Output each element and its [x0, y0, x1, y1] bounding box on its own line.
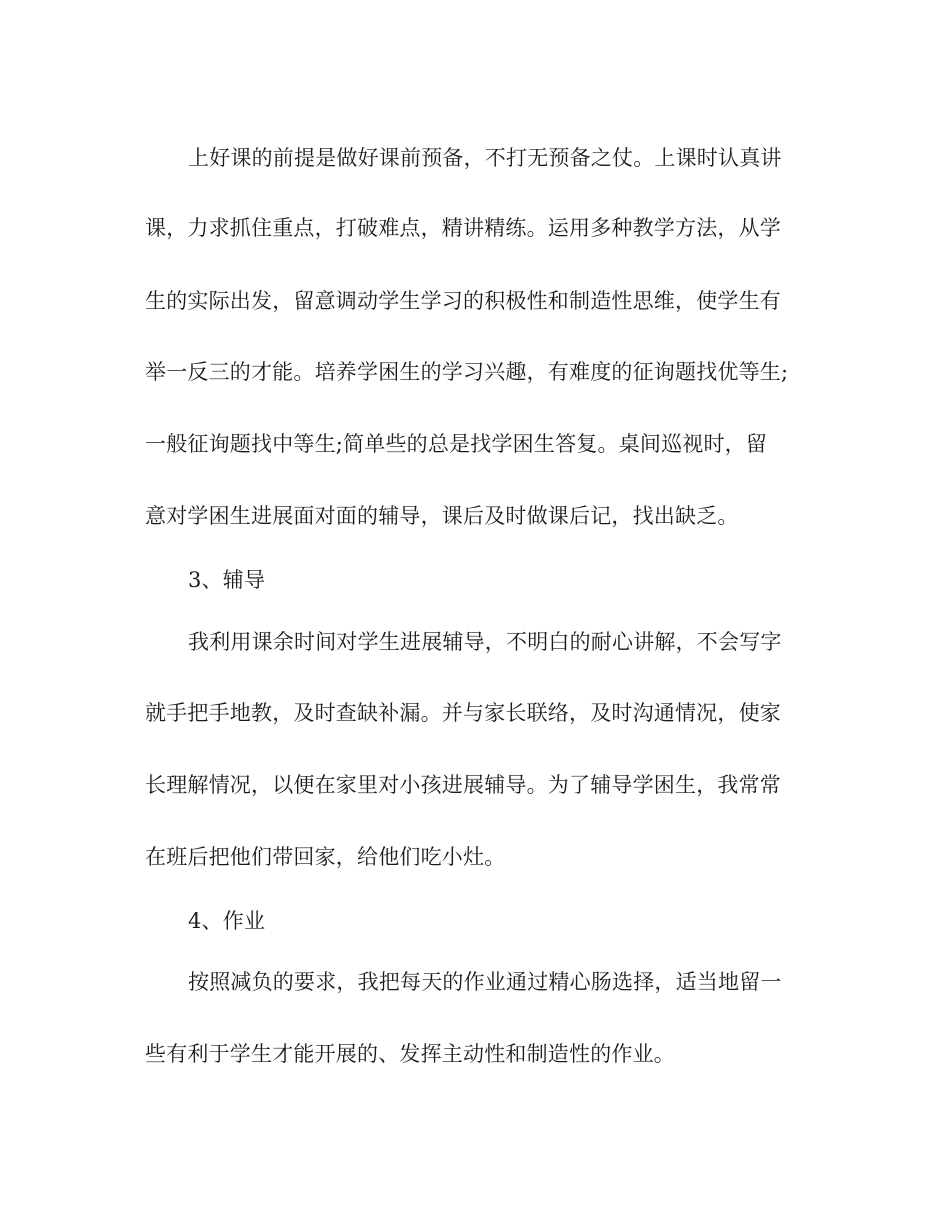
paragraph-line: 就手把手地教，及时查缺补漏。并与家长联络，及时沟通情况，使家 — [145, 701, 781, 725]
paragraph-line: 生的实际出发，留意调动学生学习的积极性和制造性思维，使学生有 — [145, 289, 781, 313]
paragraph-line: 意对学困生进展面对面的辅导，课后及时做课后记，找出缺乏。 — [145, 504, 739, 528]
paragraph-line: 一般征询题找中等生;简单些的总是找学困生答复。桌间巡视时，留 — [145, 432, 768, 456]
section-heading: 4、作业 — [188, 909, 266, 933]
paragraph-line: 举一反三的才能。培养学困生的学习兴趣，有难度的征询题找优等生; — [145, 360, 789, 384]
paragraph-line: 在班后把他们带回家，给他们吃小灶。 — [145, 845, 506, 869]
paragraph-line: 按照减负的要求，我把每天的作业通过精心肠选择，适当地留一 — [188, 970, 782, 994]
paragraph-line: 些有利于学生才能开展的、发挥主动性和制造性的作业。 — [145, 1042, 675, 1066]
paragraph-line: 上好课的前提是做好课前预备，不打无预备之仗。上课时认真讲 — [188, 146, 782, 170]
paragraph-line: 课，力求抓住重点，打破难点，精讲精练。运用多种教学方法，从学 — [145, 216, 781, 240]
section-heading: 3、辅导 — [188, 568, 266, 592]
paragraph-line: 长理解情况，以便在家里对小孩进展辅导。为了辅导学困生，我常常 — [145, 773, 781, 797]
paragraph-line: 我利用课余时间对学生进展辅导，不明白的耐心讲解，不会写字 — [188, 630, 782, 654]
